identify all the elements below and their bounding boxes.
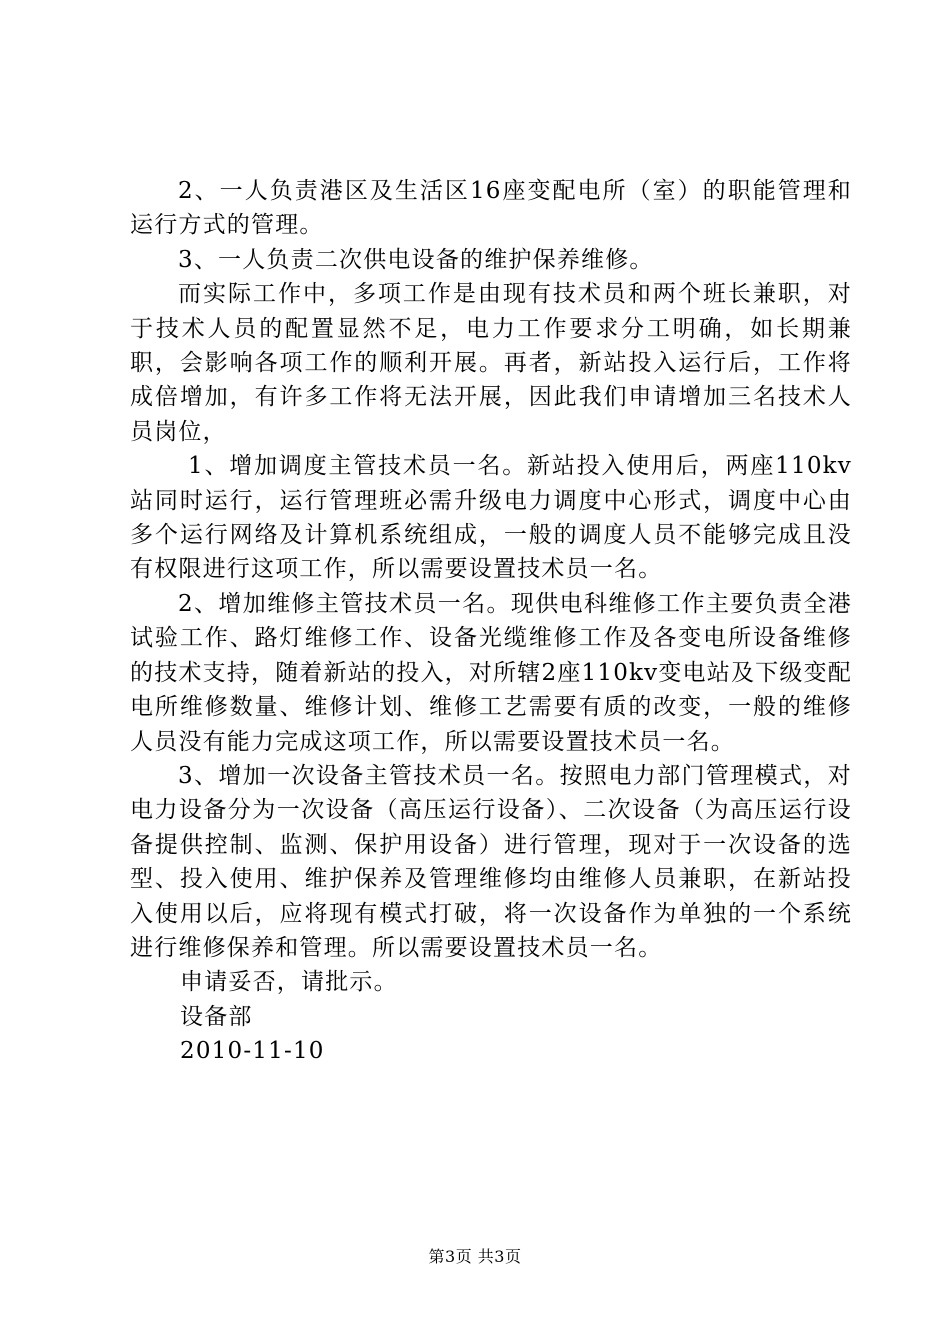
paragraph-item-2: 2、一人负责港区及生活区16座变配电所（室）的职能管理和运行方式的管理。 xyxy=(130,178,852,239)
page-footer: 第3页 共3页 xyxy=(428,1247,522,1266)
paragraph-actual-work: 而实际工作中，多项工作是由现有技术员和两个班长兼职，对于技术人员的配置显然不足，电力工作要求分工明确，如长期兼职，会影响各项工作的顺利开展。再者，新站投入运行后，工作将成倍增加，有许多工作将无法开展，因此我们申请增加三名技术人员岗位， xyxy=(130,281,852,445)
document-body xyxy=(130,174,852,1069)
paragraph-maintenance-technician: 2、增加维修主管技术员一名。现供电科维修工作主要负责全港试验工作、路灯维修工作、设备光缆维修工作及各变电所设备维修的技术支持，随着新站的投入，对所辖2座110kv变电站及下级变配电所维修数量、维修计划、维修工艺需要有质的改变，一般的维修人员没有能力完成这项工作，所以需要设置技术员一名。 xyxy=(130,590,852,755)
closing-date: 2010-11-10 xyxy=(180,1038,325,1065)
closing-request: 申请妥否，请批示。 xyxy=(180,969,398,996)
paragraph-item-3: 3、一人负责二次供电设备的维护保养维修。 xyxy=(178,246,654,273)
closing-department: 设备部 xyxy=(180,1003,253,1030)
paragraph-dispatch-technician: 1、增加调度主管技术员一名。新站投入使用后，两座110kv站同时运行，运行管理班必需升级电力调度中心形式，调度中心由多个运行网络及计算机系统组成，一般的调度人员不能够完成且没有权限进行这项工作，所以需要设置技术员一名。 xyxy=(130,453,852,583)
paragraph-primary-equipment-technician: 3、增加一次设备主管技术员一名。按照电力部门管理模式，对电力设备分为一次设备（高压运行设备）、二次设备（为高压运行设备提供控制、监测、保护用设备）进行管理，现对于一次设备的选型、投入使用、维护保养及管理维修均由维修人员兼职，在新站投入使用以后，应将现有模式打破，将一次设备作为单独的一个系统进行维修保养和管理。所以需要设置技术员一名。 xyxy=(130,762,852,961)
